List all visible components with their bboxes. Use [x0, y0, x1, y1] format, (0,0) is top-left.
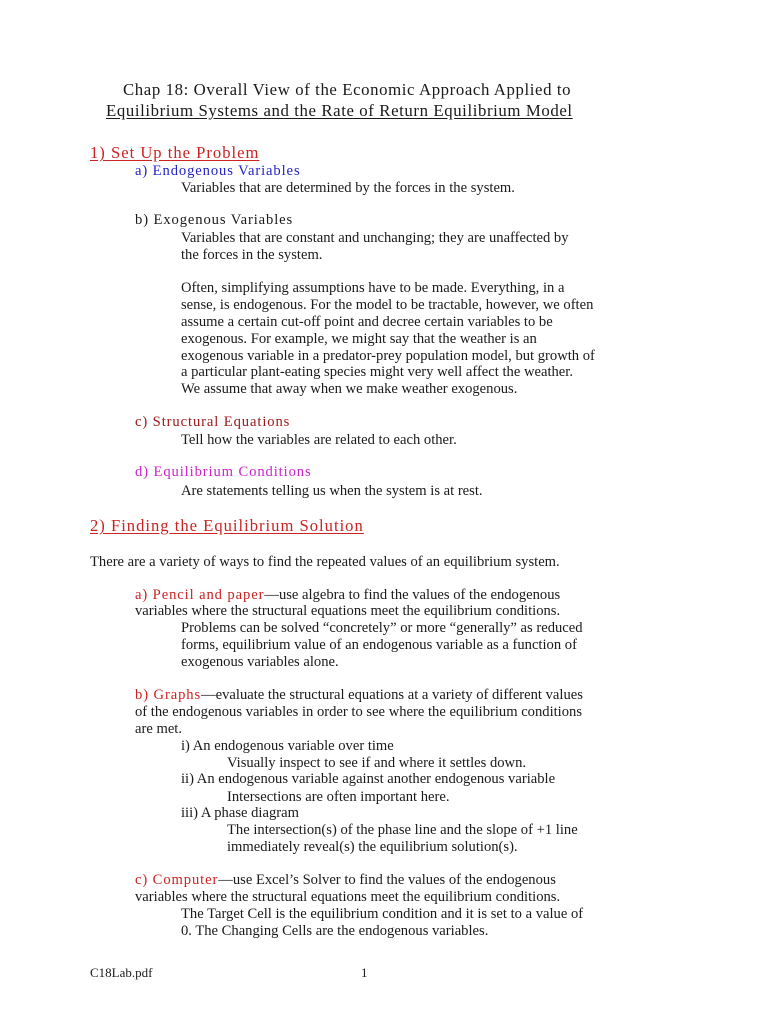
- graphs-label: b) Graphs: [135, 687, 202, 703]
- footer-filename: C18Lab.pdf: [90, 965, 153, 980]
- graph-item-label: iii) A phase diagram: [181, 805, 299, 821]
- pencil-paper-continuation: variables where the structural equations meet the equilibrium conditions.: [135, 603, 561, 619]
- paragraph-line: a particular plant-eating species might very well affect the weather.: [181, 364, 573, 380]
- pencil-paper-line: [135, 587, 560, 604]
- section-2-heading: 2) Finding the Equilibrium Solution: [90, 516, 364, 535]
- equilibrium-conditions-text: Are statements telling us when the system is at rest.: [181, 483, 483, 499]
- equilibrium-conditions-label: d) Equilibrium Conditions: [135, 464, 312, 480]
- paragraph-line: sense, is endogenous. For the model to be tractable, however, we often: [181, 297, 594, 313]
- graph-item-detail: Visually inspect to see if and where it settles down.: [227, 755, 527, 771]
- paragraph-line: exogenous. For example, we might say that the weather is an: [181, 331, 537, 347]
- graph-item-detail: The intersection(s) of the phase line and the slope of +1 line: [227, 822, 578, 838]
- computer-label: c) Computer: [135, 872, 219, 888]
- graphs-text: —evaluate the structural equations at a variety of different values: [201, 687, 583, 703]
- pencil-paper-detail: Problems can be solved “concretely” or more “generally” as reduced: [181, 620, 583, 636]
- graph-item-detail: immediately reveal(s) the equilibrium solution(s).: [227, 839, 518, 855]
- exogenous-variables-label: b) Exogenous Variables: [135, 212, 294, 228]
- pencil-paper-label: a) Pencil and paper: [135, 587, 265, 603]
- graphs-continuation: are met.: [135, 721, 182, 737]
- paragraph-line: exogenous variable in a predator-prey population model, but growth of: [181, 348, 595, 364]
- paragraph-line: Often, simplifying assumptions have to be made. Everything, in a: [181, 280, 565, 296]
- graph-item-label: i) An endogenous variable over time: [181, 738, 394, 754]
- exogenous-variables-text: the forces in the system.: [181, 247, 323, 263]
- section-1-heading: 1) Set Up the Problem: [90, 143, 260, 162]
- computer-detail: The Target Cell is the equilibrium condition and it is set to a value of: [181, 906, 584, 922]
- computer-text: —use Excel’s Solver to find the values of the endogenous: [218, 872, 556, 888]
- graphs-line: [135, 687, 583, 704]
- graph-item-detail: Intersections are often important here.: [227, 789, 450, 805]
- section-2-intro: There are a variety of ways to find the repeated values of an equilibrium system.: [90, 554, 560, 570]
- structural-equations-label: c) Structural Equations: [135, 414, 291, 430]
- footer-page-number: 1: [361, 965, 368, 980]
- structural-equations-text: Tell how the variables are related to each other.: [181, 432, 457, 448]
- title-line-2: Equilibrium Systems and the Rate of Return Equilibrium Model: [106, 101, 573, 120]
- computer-continuation: variables where the structural equations meet the equilibrium conditions.: [135, 889, 561, 905]
- computer-line: [135, 872, 556, 889]
- paragraph-line: assume a certain cut-off point and decree certain variables to be: [181, 314, 553, 330]
- paragraph-line: We assume that away when we make weather exogenous.: [181, 381, 518, 397]
- endogenous-variables-label: a) Endogenous Variables: [135, 163, 301, 179]
- pencil-paper-detail: forms, equilibrium value of an endogenous variable as a function of: [181, 637, 577, 653]
- graphs-continuation: of the endogenous variables in order to see where the equilibrium conditions: [135, 704, 583, 720]
- endogenous-variables-text: Variables that are determined by the forces in the system.: [181, 180, 515, 196]
- exogenous-variables-text: Variables that are constant and unchanging; they are unaffected by: [181, 230, 569, 246]
- title-line-1: Chap 18: Overall View of the Economic Approach Applied to: [123, 80, 572, 99]
- computer-detail: 0. The Changing Cells are the endogenous variables.: [181, 923, 489, 939]
- pencil-paper-detail: exogenous variables alone.: [181, 654, 339, 670]
- pencil-paper-text: —use algebra to find the values of the endogenous: [264, 587, 561, 603]
- graph-item-label: ii) An endogenous variable against another endogenous variable: [181, 771, 556, 787]
